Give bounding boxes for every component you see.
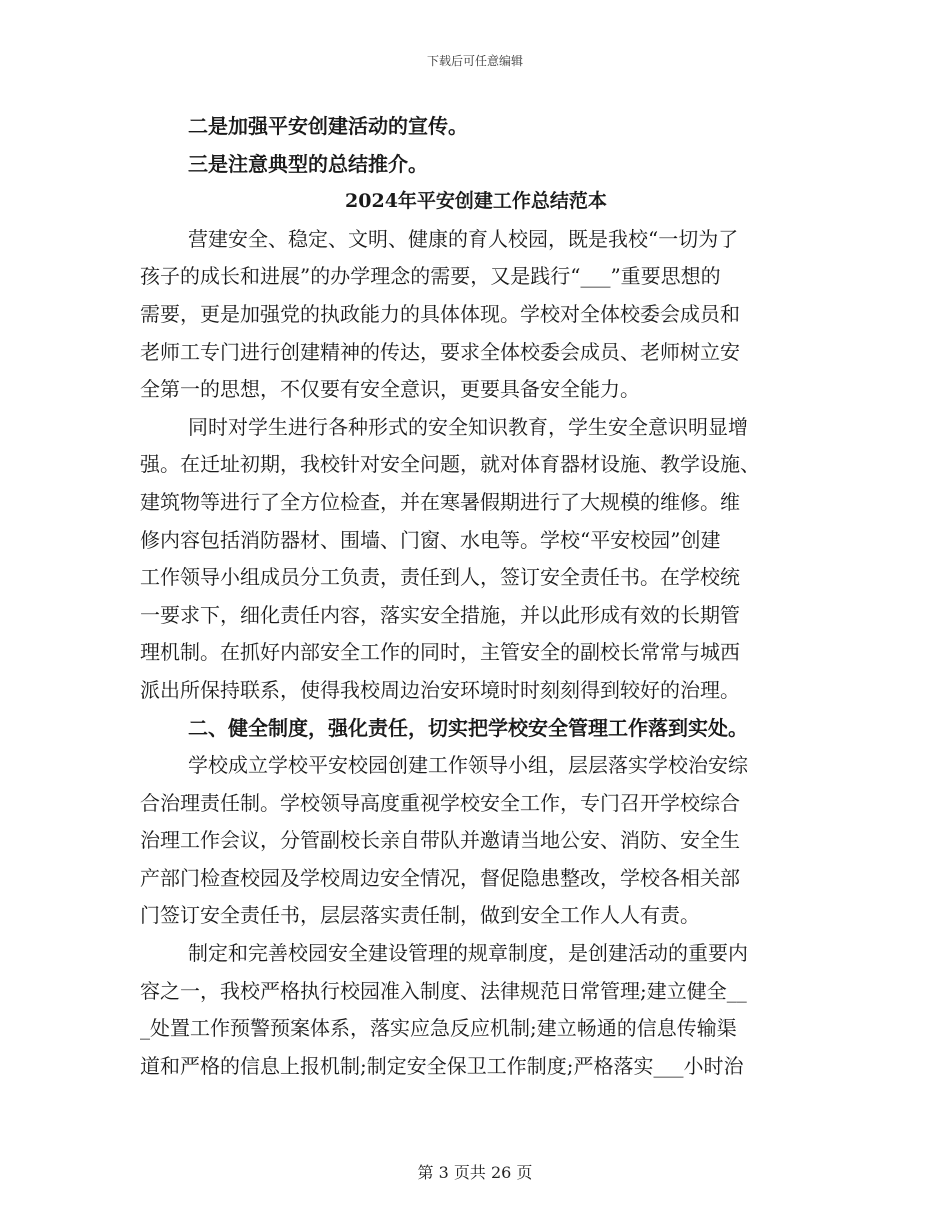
page-number-footer: 第 3 页共 26 页 (417, 1163, 533, 1182)
text-line: 强。在迁址初期，我校针对安全问题，就对体育器材设施、教学设施、 (140, 452, 760, 477)
text-line: 一要求下，细化责任内容，落实安全措施，并以此形成有效的长期管 (140, 602, 740, 627)
text-line: 二是加强平安创建活动的宣传。 (188, 114, 468, 138)
text-line: 建筑物等进行了全方位检查，并在寒暑假期进行了大规模的维修。维 (140, 489, 740, 514)
document-body (140, 108, 812, 1085)
text-line: _处置工作预警预案体系，落实应急反应机制;建立畅通的信息传输渠 (140, 1016, 737, 1041)
text-line: 工作领导小组成员分工负责，责任到人，签订安全责任书。在学校统 (140, 565, 740, 590)
text-line: 道和严格的信息上报机制;制定安全保卫工作制度;严格落实___小时治 (140, 1053, 744, 1078)
text-line: 派出所保持联系，使得我校周边治安环境时时刻刻得到较好的治理。 (140, 677, 740, 702)
text-line: 二、健全制度，强化责任，切实把学校安全管理工作落到实处。 (188, 715, 748, 740)
text-line: 全第一的思想，不仅要有安全意识，更要具备安全能力。 (140, 377, 640, 402)
page-header-note: 下载后可任意编辑 (426, 54, 523, 68)
text-line: 学校成立学校平安校园创建工作领导小组，层层落实学校治安综 (188, 753, 748, 778)
text-line: 营建安全、稳定、文明、健康的育人校园，既是我校“一切为了 (188, 226, 739, 251)
text-line: 理机制。在抓好内部安全工作的同时，主管安全的副校长常常与城西 (140, 640, 740, 665)
text-line: 三是注意典型的总结推介。 (188, 151, 428, 176)
text-line: 治理工作会议，分管副校长亲自带队并邀请当地公安、消防、安全生 (140, 828, 740, 853)
text-line: 制定和完善校园安全建设管理的规章制度，是创建活动的重要内 (188, 941, 748, 966)
text-line: 合治理责任制。学校领导高度重视学校安全工作，专门召开学校综合 (140, 790, 740, 815)
text-line: 需要，更是加强党的执政能力的具体体现。学校对全体校委会成员和 (140, 301, 740, 326)
text-line: 同时对学生进行各种形式的安全知识教育，学生安全意识明显增 (188, 414, 748, 439)
text-line: 产部门检查校园及学校周边安全情况，督促隐患整改，学校各相关部 (140, 865, 740, 890)
text-line: 容之一，我校严格执行校园准入制度、法律规范日常管理;建立健全__ (140, 978, 747, 1003)
section-title: 2024年平安创建工作总结范本 (345, 190, 607, 213)
text-line: 孩子的成长和进展”的办学理念的需要，又是践行“___”重要思想的 (140, 264, 721, 289)
text-line: 门签订安全责任书，层层落实责任制，做到安全工作人人有责。 (140, 903, 700, 928)
text-line: 老师工专门进行创建精神的传达，要求全体校委会成员、老师树立安 (140, 339, 740, 364)
text-line: 修内容包括消防器材、围墙、门窗、水电等。学校“平安校园”创建 (140, 527, 721, 552)
